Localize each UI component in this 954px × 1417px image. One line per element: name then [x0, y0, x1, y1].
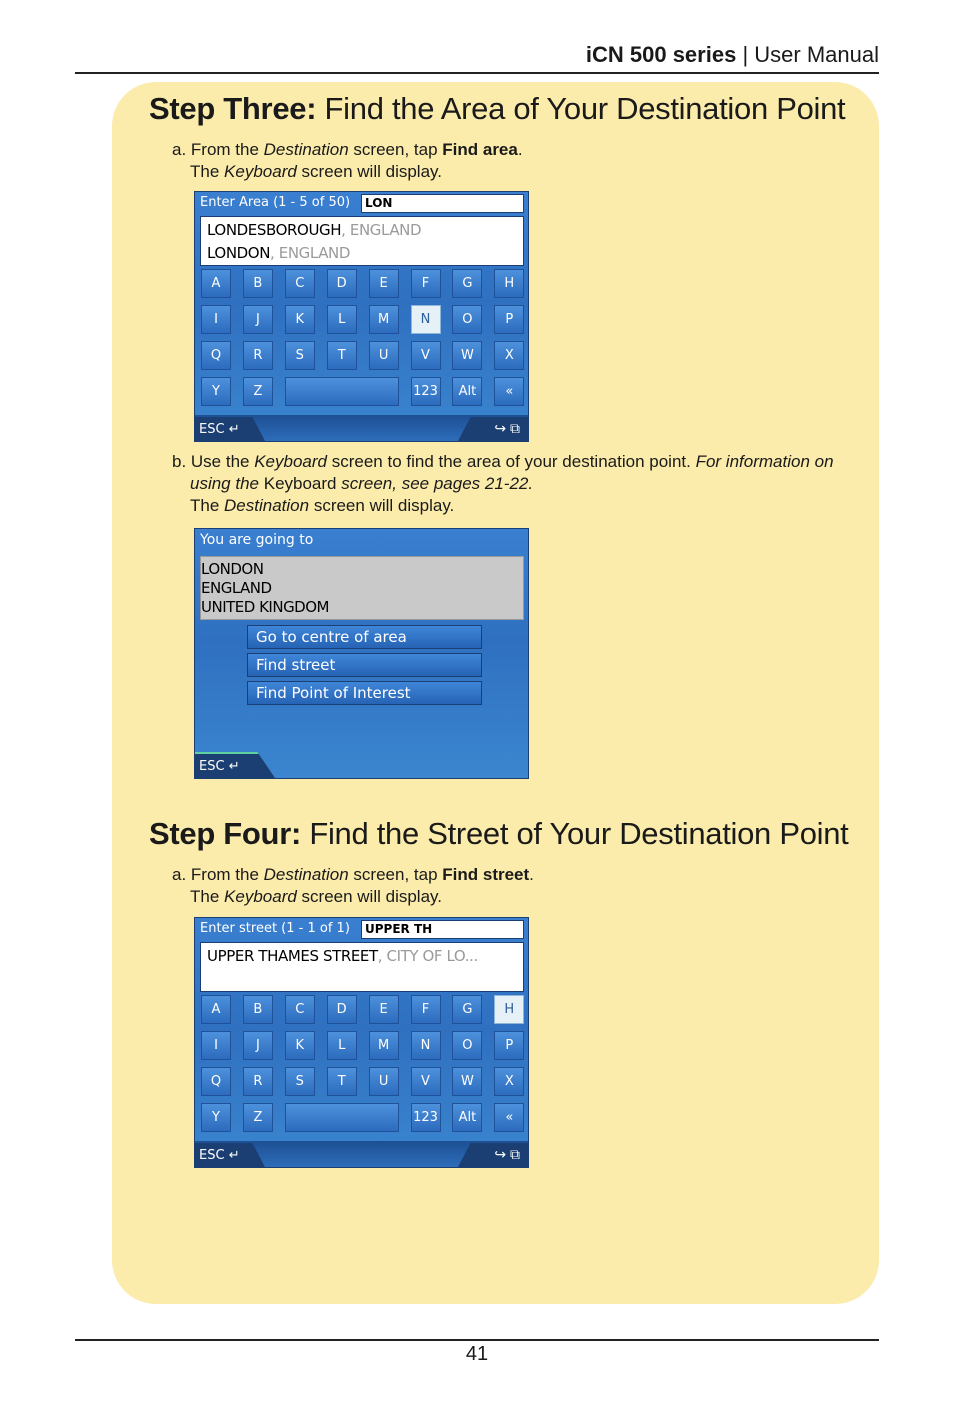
key-c[interactable]: C	[285, 995, 315, 1024]
key-p[interactable]: P	[494, 1031, 524, 1060]
t: b. Use the	[172, 452, 255, 471]
t: using the	[190, 474, 264, 493]
step-three-heading	[149, 89, 845, 129]
key-j[interactable]: J	[243, 305, 273, 334]
step-three-b2	[190, 473, 533, 495]
destination-title: You are going to	[200, 532, 314, 548]
results-list	[200, 216, 524, 266]
key-u[interactable]: U	[369, 1067, 399, 1096]
t: Destination	[263, 865, 349, 884]
result-main: LONDESBOROUGH	[207, 221, 342, 239]
t: screen will display.	[309, 496, 455, 515]
key-t[interactable]: T	[327, 341, 357, 370]
go-to-centre-button[interactable]: Go to centre of area	[247, 625, 482, 649]
key-g[interactable]: G	[452, 995, 482, 1024]
t: Find street	[442, 865, 530, 884]
key-o[interactable]: O	[452, 305, 482, 334]
esc-label: ESC	[199, 1148, 225, 1163]
step-three-a2	[190, 161, 442, 183]
key-l[interactable]: L	[327, 305, 357, 334]
t: For information on	[695, 452, 834, 471]
list-item[interactable]	[201, 945, 523, 968]
key-r[interactable]: R	[243, 1067, 273, 1096]
key-q[interactable]: Q	[201, 1067, 231, 1096]
product-name: iCN 500 series	[585, 42, 737, 67]
result-main: UPPER THAMES STREET	[207, 947, 378, 965]
footer-rule	[75, 1339, 879, 1341]
key-d[interactable]: D	[327, 269, 357, 298]
step-four-heading	[149, 814, 848, 854]
key-a[interactable]: A	[201, 995, 231, 1024]
key-m[interactable]: M	[369, 1031, 399, 1060]
destination-line: ENGLAND	[201, 579, 272, 597]
alt-key[interactable]: Alt	[452, 377, 482, 406]
t: screen, tap	[348, 140, 443, 159]
results-list	[200, 942, 524, 992]
step-three-a	[172, 139, 523, 161]
key-e[interactable]: E	[369, 269, 399, 298]
t: The	[190, 887, 225, 906]
result-sub: , ENGLAND	[341, 221, 422, 239]
t: Keyboard	[263, 474, 337, 493]
t: screen, see pages 21-22.	[336, 474, 534, 493]
back-key[interactable]: «	[494, 1103, 524, 1132]
return-arrow-icon: ↵	[228, 422, 240, 437]
key-w[interactable]: W	[452, 341, 482, 370]
step-four-a2	[190, 886, 442, 908]
destination-line: LONDON	[201, 560, 264, 578]
keyboard-screen-area	[194, 191, 529, 442]
keyboard-label: Enter street (1 - 1 of 1)	[200, 921, 350, 936]
esc-button[interactable]	[199, 1148, 240, 1163]
num-key[interactable]: 123	[411, 1103, 441, 1132]
key-n[interactable]: N	[411, 305, 441, 334]
enter-arrow-icon[interactable]: ↪	[494, 420, 507, 436]
t: Keyboard	[224, 162, 297, 181]
t: .	[517, 140, 523, 159]
step-four-heading-bold: Step Four:	[149, 816, 301, 851]
find-street-button[interactable]: Find street	[247, 653, 482, 677]
key-l[interactable]: L	[327, 1031, 357, 1060]
result-main: LONDON	[207, 244, 271, 262]
find-poi-button[interactable]: Find Point of Interest	[247, 681, 482, 705]
esc-button[interactable]	[199, 422, 240, 437]
space-key[interactable]	[285, 377, 399, 406]
copy-icon[interactable]: ⧉	[510, 1146, 520, 1162]
key-j[interactable]: J	[243, 1031, 273, 1060]
keyboard-screen-street	[194, 917, 529, 1168]
copy-icon[interactable]: ⧉	[510, 420, 520, 436]
right-buttons	[494, 420, 520, 437]
step-three-heading-bold: Step Three:	[149, 91, 317, 126]
t: The	[190, 162, 225, 181]
key-t[interactable]: T	[327, 1067, 357, 1096]
space-key[interactable]	[285, 1103, 399, 1132]
key-s[interactable]: S	[285, 1067, 315, 1096]
key-p[interactable]: P	[494, 305, 524, 334]
esc-button[interactable]	[199, 759, 240, 774]
key-a[interactable]: A	[201, 269, 231, 298]
destination-screen	[194, 528, 529, 779]
t: a. From the	[172, 140, 264, 159]
key-y[interactable]: Y	[201, 1103, 231, 1132]
key-x[interactable]: X	[494, 341, 524, 370]
back-key[interactable]: «	[494, 377, 524, 406]
t: Keyboard	[254, 452, 327, 471]
key-b[interactable]: B	[243, 995, 273, 1024]
key-s[interactable]: S	[285, 341, 315, 370]
list-item[interactable]	[201, 242, 523, 265]
key-z[interactable]: Z	[243, 377, 273, 406]
key-h[interactable]: H	[494, 995, 524, 1024]
header-separator: |	[742, 42, 749, 67]
key-y[interactable]: Y	[201, 377, 231, 406]
t: screen will display.	[296, 162, 442, 181]
t: screen will display.	[296, 887, 442, 906]
key-r[interactable]: R	[243, 341, 273, 370]
keyboard-input[interactable]: UPPER TH	[361, 920, 524, 939]
key-d[interactable]: D	[327, 995, 357, 1024]
doc-name: User Manual	[754, 42, 879, 67]
key-c[interactable]: C	[285, 269, 315, 298]
key-i[interactable]: I	[201, 1031, 231, 1060]
t: The	[190, 496, 225, 515]
key-m[interactable]: M	[369, 305, 399, 334]
t: Destination	[263, 140, 349, 159]
key-v[interactable]: V	[411, 1067, 441, 1096]
key-e[interactable]: E	[369, 995, 399, 1024]
key-i[interactable]: I	[201, 305, 231, 334]
result-sub: , CITY OF LO...	[377, 947, 478, 965]
step-three-b	[172, 451, 834, 473]
result-sub: , ENGLAND	[270, 244, 351, 262]
esc-label: ESC	[199, 422, 225, 437]
t: a. From the	[172, 865, 264, 884]
t: .	[529, 865, 534, 884]
num-key[interactable]: 123	[411, 377, 441, 406]
return-arrow-icon: ↵	[228, 1148, 240, 1163]
key-k[interactable]: K	[285, 1031, 315, 1060]
t: screen, tap	[348, 865, 443, 884]
step-four-heading-rest: Find the Street of Your Destination Point	[301, 816, 849, 851]
keyboard-top-bar	[195, 918, 529, 940]
keyboard-top-bar	[195, 192, 529, 214]
alt-key[interactable]: Alt	[452, 1103, 482, 1132]
key-o[interactable]: O	[452, 1031, 482, 1060]
destination-line: UNITED KINGDOM	[201, 598, 329, 616]
right-buttons	[494, 1146, 520, 1163]
key-f[interactable]: F	[411, 269, 441, 298]
page-header	[75, 40, 879, 74]
key-h[interactable]: H	[494, 269, 524, 298]
key-v[interactable]: V	[411, 341, 441, 370]
t: Find area	[442, 140, 518, 159]
key-w[interactable]: W	[452, 1067, 482, 1096]
key-z[interactable]: Z	[243, 1103, 273, 1132]
key-g[interactable]: G	[452, 269, 482, 298]
key-n[interactable]: N	[411, 1031, 441, 1060]
keyboard-label: Enter Area (1 - 5 of 50)	[200, 195, 351, 210]
key-k[interactable]: K	[285, 305, 315, 334]
t: Destination	[224, 496, 310, 515]
step-four-a	[172, 864, 534, 886]
key-b[interactable]: B	[243, 269, 273, 298]
page-number: 41	[465, 1343, 489, 1365]
key-q[interactable]: Q	[201, 341, 231, 370]
enter-arrow-icon[interactable]: ↪	[494, 1146, 507, 1162]
key-f[interactable]: F	[411, 995, 441, 1024]
t: screen to find the area of your destination point.	[327, 452, 696, 471]
key-u[interactable]: U	[369, 341, 399, 370]
esc-label: ESC	[199, 759, 225, 774]
return-arrow-icon: ↵	[228, 759, 240, 774]
list-item[interactable]	[201, 219, 523, 242]
key-x[interactable]: X	[494, 1067, 524, 1096]
keyboard-input[interactable]: LON	[361, 194, 524, 213]
step-three-heading-rest: Find the Area of Your Destination Point	[316, 91, 846, 126]
destination-box	[200, 556, 524, 620]
step-three-b3	[190, 495, 454, 517]
t: Keyboard	[224, 887, 297, 906]
